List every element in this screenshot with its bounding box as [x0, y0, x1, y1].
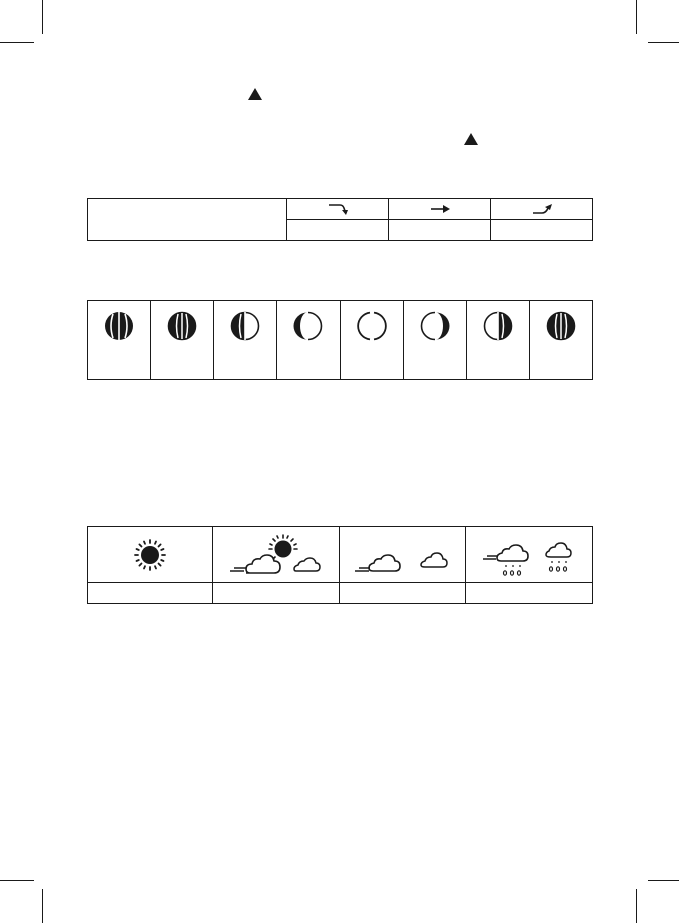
moon-phase-4-icon	[293, 309, 323, 343]
trend-falling-value	[287, 220, 389, 241]
moon-phase-table	[87, 300, 593, 380]
sun-behind-cloud-icon	[226, 531, 326, 579]
trend-header-cell	[88, 199, 287, 241]
crop-mark	[636, 889, 637, 923]
crop-mark	[648, 880, 679, 881]
crop-mark	[636, 0, 637, 34]
trend-steady-arrow-icon	[429, 202, 451, 216]
trend-falling-cell	[287, 199, 389, 220]
windy-cloud-icon	[353, 531, 453, 579]
moon-phase-cell	[529, 301, 592, 380]
trend-steady-value	[389, 220, 491, 241]
crop-mark	[42, 889, 43, 923]
up-triangle-icon	[248, 88, 262, 100]
trend-rising-value	[491, 220, 593, 241]
moon-phase-8-icon	[546, 309, 576, 343]
moon-phase-2-icon	[167, 309, 197, 343]
moon-phase-1-icon	[104, 309, 134, 343]
sunny-icon	[133, 538, 167, 572]
moon-phase-cell	[277, 301, 340, 380]
weather-table	[87, 526, 593, 604]
moon-phase-3-icon	[230, 309, 260, 343]
moon-phase-cell	[340, 301, 403, 380]
moon-phase-cell	[214, 301, 277, 380]
moon-phase-cell	[151, 301, 214, 380]
up-triangle-icon	[464, 133, 478, 145]
trend-rising-arrow-icon	[531, 202, 553, 216]
crop-mark	[648, 42, 679, 43]
moon-phase-7-icon	[483, 309, 513, 343]
weather-cloudy-label	[339, 583, 466, 604]
moon-phase-cell	[88, 301, 151, 380]
crop-mark	[0, 880, 34, 881]
crop-mark	[42, 0, 43, 34]
trend-steady-cell	[389, 199, 491, 220]
trend-rising-cell	[491, 199, 593, 220]
weather-sunny-cell	[88, 527, 213, 583]
moon-phase-cell	[466, 301, 529, 380]
weather-sunny-label	[88, 583, 213, 604]
moon-phase-cell	[403, 301, 466, 380]
trend-table	[87, 198, 593, 241]
moon-phase-5-icon	[357, 309, 387, 343]
weather-rain-cell	[466, 527, 593, 583]
weather-partly-cloudy-label	[213, 583, 340, 604]
rain-cloud-icon	[479, 531, 579, 579]
crop-mark	[0, 42, 34, 43]
weather-partly-cloudy-cell	[213, 527, 340, 583]
weather-cloudy-cell	[339, 527, 466, 583]
weather-rain-label	[466, 583, 593, 604]
moon-phase-6-icon	[420, 309, 450, 343]
trend-falling-arrow-icon	[327, 202, 349, 216]
